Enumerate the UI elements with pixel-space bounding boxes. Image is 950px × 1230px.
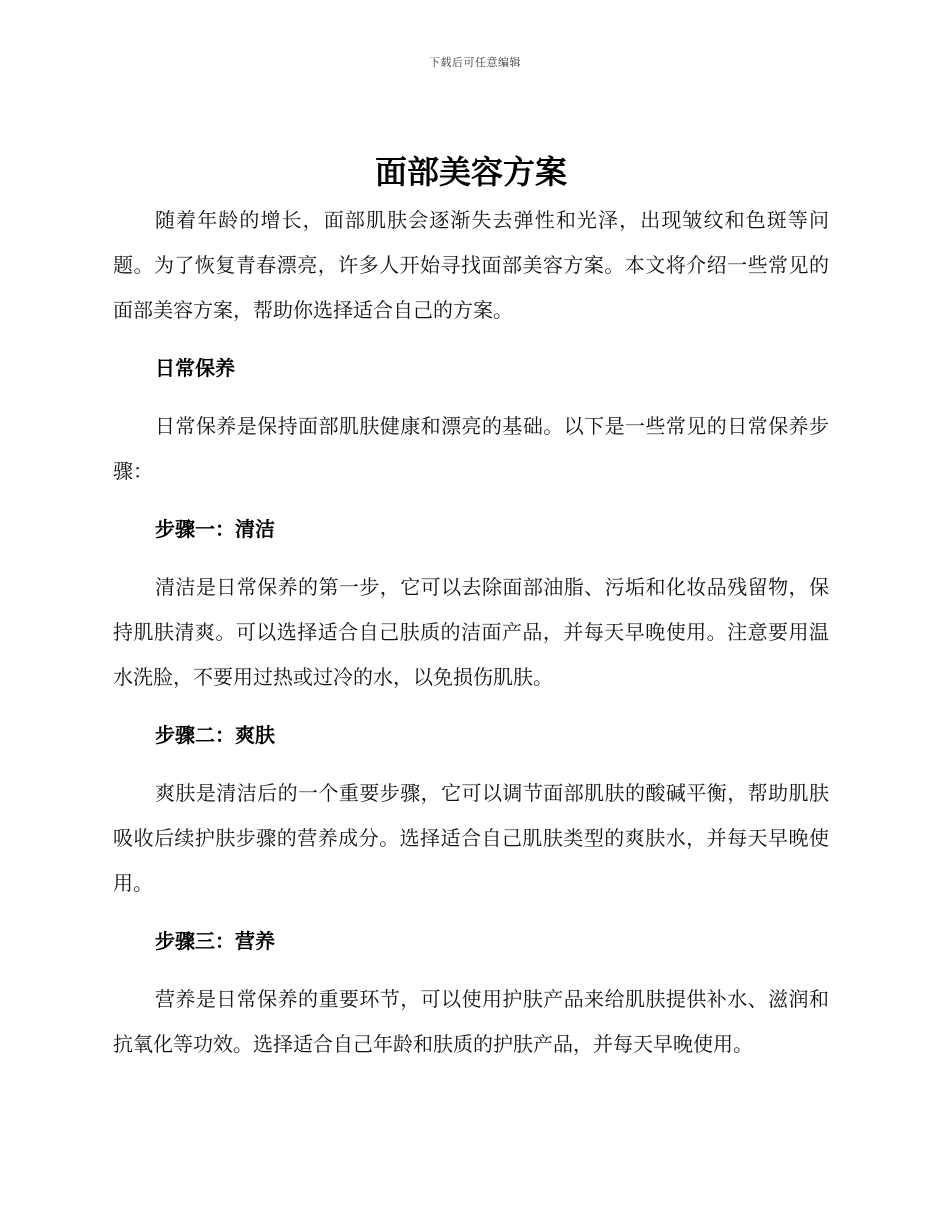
spacer: [113, 494, 829, 507]
section-heading-daily-care: 日常保养: [155, 356, 235, 380]
section-paragraph-step-two: 爽肤是清洁后的一个重要步骤，它可以调节面部肌肤的酸碱平衡，帮助肌肤吸收后续护肤步骤的营养成分。选择适合自己肌肤类型的爽肤水，并每天早晚使用。: [113, 781, 829, 895]
section-paragraph-step-one: 清洁是日常保养的第一步，它可以去除面部油脂、污垢和化妆品残留物，保持肌肤清爽。可以选择适合自己肤质的洁面产品，并每天早晚使用。注意要用温水洗脸，不要用过热或过冷的水，以免损伤肌肤。: [113, 575, 829, 689]
spacer: [113, 552, 829, 565]
section-heading-step-one: 步骤一：清洁: [155, 517, 275, 541]
spacer: [113, 333, 829, 346]
header-note: 下载后可任意编辑: [429, 56, 521, 69]
spacer: [113, 700, 829, 713]
document-title: 面部美容方案: [374, 153, 567, 191]
spacer: [113, 906, 829, 919]
section-heading-step-two: 步骤二：爽肤: [155, 723, 275, 747]
spacer: [113, 964, 829, 977]
section-paragraph-step-three: 营养是日常保养的重要环节，可以使用护肤产品来给肌肤提供补水、滋润和抗氧化等功效。选择适合自己年龄和肤质的护肤产品，并每天早晚使用。: [113, 987, 829, 1056]
section-heading-step-three: 步骤三：营养: [155, 929, 275, 953]
intro-paragraph: 随着年龄的增长，面部肌肤会逐渐失去弹性和光泽，出现皱纹和色斑等问题。为了恢复青春漂亮，许多人开始寻找面部美容方案。本文将介绍一些常见的面部美容方案，帮助你选择适合自己的方案。: [113, 208, 829, 322]
document-body: [113, 148, 829, 1067]
section-paragraph-daily-care: 日常保养是保持面部肌肤健康和漂亮的基础。以下是一些常见的日常保养步骤：: [113, 414, 829, 483]
spacer: [113, 391, 829, 404]
spacer: [113, 758, 829, 771]
